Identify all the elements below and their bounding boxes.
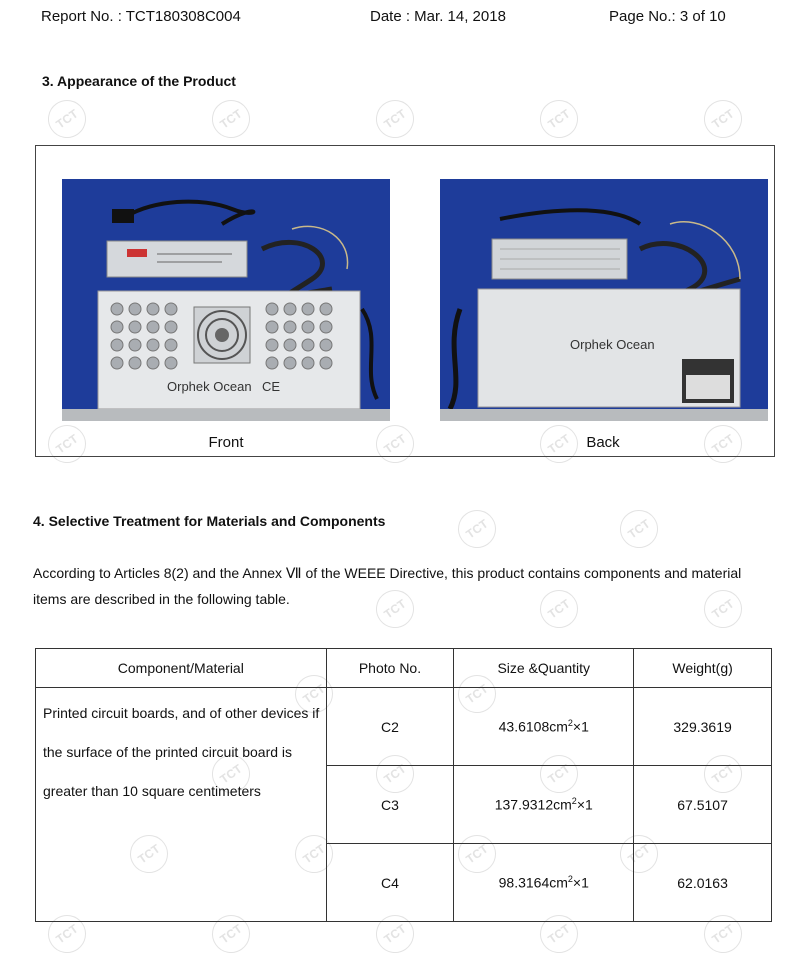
header-size-quantity: Size &Quantity xyxy=(454,649,634,688)
front-brand-text: Orphek Ocean xyxy=(167,379,252,394)
photo-no-cell: C2 xyxy=(326,688,454,766)
section-3-title: 3. Appearance of the Product xyxy=(42,73,236,89)
back-photo xyxy=(440,179,768,421)
tct-watermark: TCT xyxy=(288,668,341,721)
tct-watermark: TCT xyxy=(533,748,586,801)
header-weight: Weight(g) xyxy=(634,649,772,688)
tct-watermark: TCT xyxy=(369,583,422,636)
tct-watermark: TCT xyxy=(697,583,750,636)
tct-watermark: TCT xyxy=(697,908,750,960)
section-4-title: 4. Selective Treatment for Materials and Components xyxy=(33,513,386,529)
weight-cell: 62.0163 xyxy=(634,844,772,922)
tct-watermark: TCT xyxy=(451,668,504,721)
photo-no-cell: C4 xyxy=(326,844,454,922)
size-quantity-cell: $43.6108cm^2\times 1$ xyxy=(454,688,634,766)
tct-watermark: TCT xyxy=(369,908,422,960)
weight-cell: 329.3619 xyxy=(634,688,772,766)
tct-watermark: TCT xyxy=(533,418,586,471)
tct-watermark: TCT xyxy=(205,748,258,801)
tct-watermark: TCT xyxy=(288,828,341,881)
weight-cell: 67.5107 xyxy=(634,766,772,844)
header-photo-no: Photo No. xyxy=(326,649,454,688)
tct-watermark: TCT xyxy=(205,908,258,960)
tct-watermark: TCT xyxy=(451,503,504,556)
tct-watermark: TCT xyxy=(369,418,422,471)
tct-watermark: TCT xyxy=(533,583,586,636)
front-caption: Front xyxy=(208,434,244,451)
back-product-illustration xyxy=(440,179,768,421)
component-description: Printed circuit boards, and of other devices if the surface of the printed circuit board is greater than 10 square centimeters xyxy=(36,688,327,922)
tct-watermark: TCT xyxy=(697,748,750,801)
tct-watermark: TCT xyxy=(369,93,422,146)
front-photo xyxy=(62,179,390,421)
tct-watermark: TCT xyxy=(533,908,586,960)
product-photo-frame xyxy=(35,145,775,457)
ce-mark: CE xyxy=(262,379,281,394)
tct-watermark: TCT xyxy=(41,418,94,471)
tct-watermark: TCT xyxy=(613,828,666,881)
report-date: Date : Mar. 14, 2018 xyxy=(370,8,506,25)
tct-watermark: TCT xyxy=(369,748,422,801)
tct-watermark: TCT xyxy=(123,828,176,881)
back-brand-text: Orphek Ocean xyxy=(570,337,655,352)
section-4-paragraph: According to Articles 8(2) and the Annex Ⅶ of the WEEE Directive, this product contains components and material items are described in the following table. xyxy=(33,565,742,607)
tct-watermark: TCT xyxy=(451,828,504,881)
page-number: Page No.: 3 of 10 xyxy=(609,8,726,25)
tct-watermark: TCT xyxy=(613,503,666,556)
tct-watermark: TCT xyxy=(697,93,750,146)
tct-watermark: TCT xyxy=(41,908,94,960)
header-component: Component/Material xyxy=(36,649,327,688)
tct-watermark: TCT xyxy=(205,93,258,146)
size-quantity-cell: $137.9312cm^2\times 1$ xyxy=(454,766,634,844)
tct-watermark: TCT xyxy=(533,93,586,146)
photo-no-cell: C3 xyxy=(326,766,454,844)
size-quantity-cell: $98.3164cm^2\times 1$ xyxy=(454,844,634,922)
materials-table xyxy=(35,648,772,922)
table-row xyxy=(36,688,772,766)
table-header-row xyxy=(36,649,772,688)
back-caption: Back xyxy=(586,434,620,451)
front-product-illustration xyxy=(62,179,390,421)
tct-watermark: TCT xyxy=(41,93,94,146)
report-number: Report No. : TCT180308C004 xyxy=(41,8,241,25)
tct-watermark: TCT xyxy=(697,418,750,471)
